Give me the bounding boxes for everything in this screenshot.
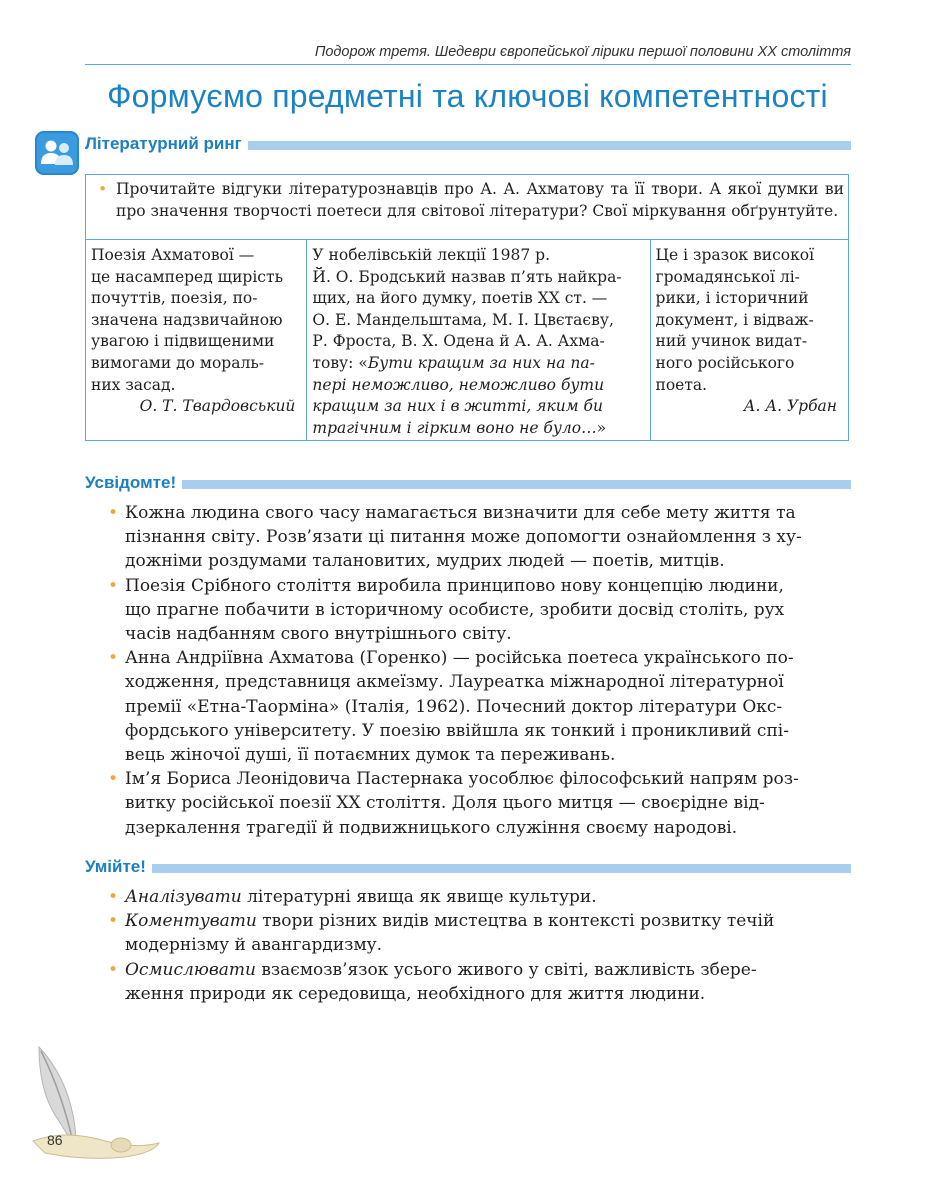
quote-line: У нобелівській лекції 1987 р. <box>312 246 551 264</box>
section-label: Літературний ринг <box>85 134 242 153</box>
quote-line: увагою і підвищеними <box>91 332 275 351</box>
section-label: Умійте! <box>85 857 146 876</box>
bullet-icon: • <box>108 503 119 523</box>
quote-line: Р. Фроста, В. Х. Одена й А. А. Ахма- <box>312 332 605 351</box>
quote-line: них засад. <box>91 375 176 394</box>
quote-italic: Бути кращим за них на па- <box>367 353 595 372</box>
quote-line: О. Е. Мандельштама, М. І. Цвєтаєву, <box>312 310 614 329</box>
quote-line: значена надзвичайною <box>91 310 283 329</box>
item-line: вець жіночої душі, її потаємних думок та переживань. <box>125 745 616 766</box>
people-group-icon <box>35 131 79 175</box>
item-line: Ім’я Бориса Леонідовича Пастернака уособлює філософський напрям роз- <box>125 769 799 790</box>
quote-line: Поезія Ахматової — <box>91 246 255 264</box>
item-line: премії «Етна-Таорміна» (Італія, 1962). Почесний доктор літератури Окс- <box>125 696 783 717</box>
bullet-icon: • <box>108 648 119 669</box>
list-item <box>108 885 851 909</box>
item-line: модернізму й авангардизму. <box>125 935 383 956</box>
item-line: витку російської поезії XX століття. Доля цього митця — своєрідне від- <box>125 793 765 814</box>
quote-cell <box>306 240 649 440</box>
quote-line: Й. О. Бродський назвав п’ять найкра- <box>312 267 622 286</box>
quote-line: вимогами до мораль- <box>91 353 264 372</box>
item-line: фордського університету. У поезію ввійшла як тонкий і проникливий спі- <box>125 720 789 741</box>
quill-pen-icon <box>25 1045 165 1169</box>
skill-verb: Коментувати <box>125 911 257 932</box>
quote-italic: пері неможливо, неможливо бути <box>312 375 605 394</box>
item-line: Поезія Срібного століття виробила принципово нову концепцію людини, <box>125 575 784 596</box>
quote-line: ний учинок видат- <box>655 332 808 351</box>
skill-verb: Осмислювати <box>125 959 256 980</box>
item-line: Анна Андріївна Ахматова (Горенко) — російська поетеса українського по- <box>125 648 794 669</box>
section-heading-realize <box>85 471 851 495</box>
list-item <box>108 574 851 647</box>
item-line: ходження, представниця акмеїзму. Лауреатка міжнародної літературної <box>125 672 784 693</box>
quote-line: Це і зразок високої <box>655 246 815 264</box>
quote-italic: кращим за них і в житті, яким би <box>312 397 603 416</box>
item-line: дзеркалення трагедії й подвижницького служіння своєму народові. <box>125 817 738 838</box>
bullet-icon: • <box>108 887 119 907</box>
skills-list <box>108 885 851 1006</box>
list-item <box>108 501 851 574</box>
task-item <box>98 179 844 222</box>
item-line: часів надбанням свого внутрішнього світу. <box>125 624 512 645</box>
quote-italic: трагічним і гірким воно не було… <box>312 418 597 437</box>
item-line: що прагне побачити в історичному особисте, зробити досвід століть, рух <box>125 599 785 620</box>
quote-author: О. Т. Твардовський <box>139 397 296 416</box>
item-line: дожніми роздумами талановитих, мудрих людей — поетів, митців. <box>125 551 725 572</box>
quote-cell <box>86 240 306 440</box>
quote-close: » <box>596 418 607 437</box>
header-rule <box>85 64 851 65</box>
section-bar <box>182 480 851 489</box>
bullet-icon: • <box>108 911 119 932</box>
item-line: пізнання світу. Розв’язати ці питання може допомогти ознайомлення з ху- <box>125 527 802 548</box>
quote-line: рики, і історичний <box>655 289 809 308</box>
quote-line: ного російського <box>655 353 795 372</box>
running-header: Подорож третя. Шедеври європейської лірики першої половини XX століття <box>314 44 851 60</box>
bullet-icon: • <box>98 180 108 198</box>
quote-cell <box>650 240 848 440</box>
list-item <box>108 909 851 957</box>
quote-line: це насамперед щирість <box>91 267 284 286</box>
page-title: Формуємо предметні та ключові компетентності <box>107 78 828 114</box>
list-item <box>108 767 851 840</box>
task-text: Прочитайте відгуки літературознавців про А. А. Ахматову та її твори. А якої думки ви про значення творчості поетеси для світової літератури? Свої міркування обґрунтуйте. <box>116 180 844 220</box>
item-line: твори різних видів мистецтва в контексті розвитку течій <box>256 911 775 932</box>
section-bar <box>152 864 851 873</box>
quote-line: щих, на його думку, поетів XX ст. — <box>312 289 608 308</box>
item-line: Кожна людина свого часу намагається визначити для себе мету життя та <box>125 503 796 523</box>
page-number: 86 <box>47 1132 63 1148</box>
list-item <box>108 958 851 1006</box>
bullet-icon: • <box>108 959 119 980</box>
bullet-icon: • <box>108 769 119 790</box>
task-box <box>85 174 849 240</box>
item-line: літературні явища як явище культури. <box>241 887 597 907</box>
section-heading-ring <box>85 132 851 156</box>
bullet-icon: • <box>108 575 119 596</box>
quotes-table <box>85 240 849 441</box>
section-bar <box>248 141 851 150</box>
section-label: Усвідомте! <box>85 473 177 492</box>
quote-line: поета. <box>655 375 708 394</box>
quote-author: А. А. Урбан <box>743 397 837 416</box>
skill-verb: Аналізувати <box>125 887 242 907</box>
item-line: взаємозв’язок усього живого у світі, важливість збере- <box>255 959 757 980</box>
quote-line: тову: « <box>312 353 368 372</box>
quote-line: почуттів, поезія, по- <box>91 289 258 308</box>
list-item <box>108 646 851 767</box>
quote-line: громадянської лі- <box>655 267 800 286</box>
item-line: ження природи як середовища, необхідного для життя людини. <box>125 983 706 1004</box>
quote-line: документ, і відваж- <box>655 310 814 329</box>
section-heading-skills <box>85 855 851 879</box>
realize-list <box>108 501 851 840</box>
